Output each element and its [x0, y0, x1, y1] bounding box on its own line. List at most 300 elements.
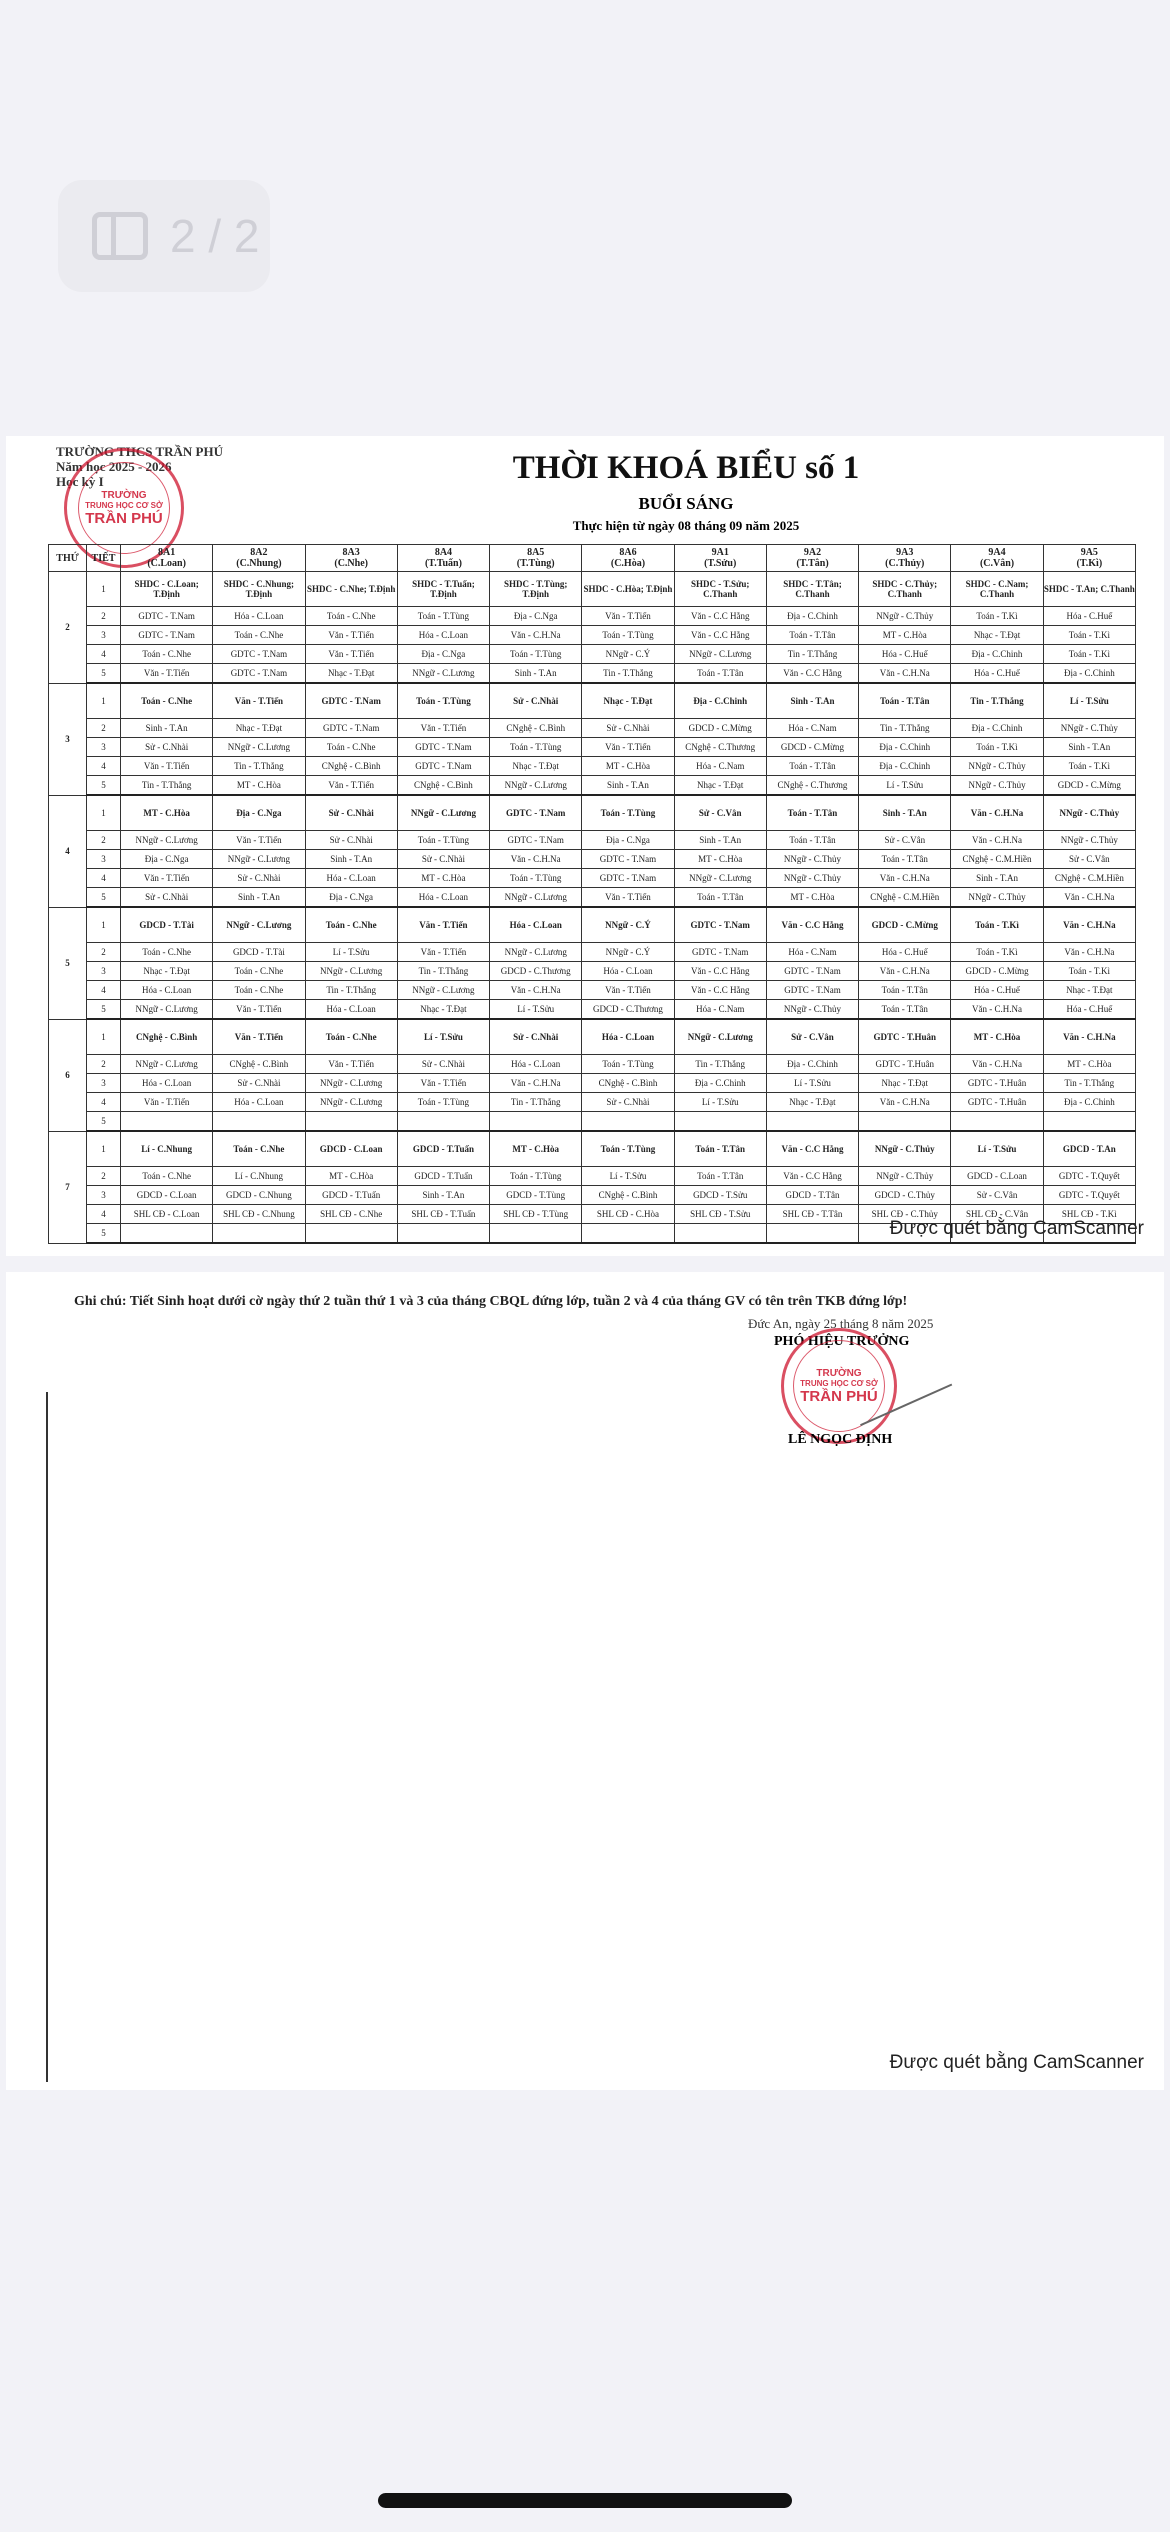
camscanner-footer: Được quét bằng CamScanner	[889, 2052, 1144, 2073]
lesson-cell: Văn - T.Tiến	[305, 776, 397, 796]
lesson-cell: MT - C.Hòa	[674, 850, 766, 869]
day-cell: 5	[49, 907, 87, 1019]
lesson-cell: GDTC - T.Huân	[951, 1074, 1043, 1093]
period-cell: 1	[87, 1131, 121, 1167]
header-class-9a5	[1043, 545, 1135, 572]
class-teacher: (C.Nhung)	[236, 558, 282, 569]
lesson-cell: Toán - C.Nhe	[213, 962, 305, 981]
lesson-cell: Hóa - C.Huế	[859, 645, 951, 664]
lesson-cell: Văn - C.H.Na	[951, 831, 1043, 850]
period-cell: 2	[87, 1167, 121, 1186]
lesson-cell: Toán - T.Tùng	[397, 1093, 489, 1112]
lesson-cell: SHDC - T.Tuấn; T.Định	[397, 572, 489, 607]
lesson-cell: SHL CĐ - C.Nhe	[305, 1205, 397, 1224]
lesson-cell: Địa - C.Nga	[582, 831, 674, 850]
lesson-cell: MT - C.Hòa	[305, 1167, 397, 1186]
lesson-cell: GDTC - T.Huân	[859, 1019, 951, 1055]
lesson-cell: GDCD - C.Thương	[582, 1000, 674, 1020]
lesson-cell: NNgữ - C.Lương	[397, 981, 489, 1000]
header-tiet: TIẾT	[87, 545, 121, 572]
table-row	[49, 869, 1136, 888]
lesson-cell: CNghệ - C.Bình	[213, 1055, 305, 1074]
lesson-cell: GDTC - T.Nam	[582, 850, 674, 869]
period-cell: 1	[87, 907, 121, 943]
lesson-cell: Văn - T.Tiến	[305, 1055, 397, 1074]
lesson-cell: Sử - C.Nhài	[582, 1093, 674, 1112]
lesson-cell: Toán - T.Tùng	[397, 831, 489, 850]
lesson-cell: SHL CĐ - C.Thủy	[859, 1205, 951, 1224]
period-cell: 5	[87, 1224, 121, 1244]
lesson-cell	[859, 1112, 951, 1132]
header-class-8a4	[397, 545, 489, 572]
lesson-cell: Tin - T.Thắng	[859, 719, 951, 738]
lesson-cell: Tin - T.Thắng	[121, 776, 213, 796]
lesson-cell: Sử - C.Nhài	[121, 738, 213, 757]
lesson-cell: Sinh - T.An	[305, 850, 397, 869]
lesson-cell	[121, 1112, 213, 1132]
lesson-cell: SHL CĐ - T.Kì	[1043, 1205, 1135, 1224]
lesson-cell: GDTC - T.Nam	[305, 719, 397, 738]
lesson-cell: NNgữ - C.Thủy	[766, 869, 858, 888]
school-year: Năm học 2025 - 2026	[56, 459, 172, 474]
lesson-cell: NNgữ - C.Lương	[121, 1055, 213, 1074]
class-name: 8A5	[527, 547, 545, 558]
lesson-cell: Hóa - C.Loan	[490, 1055, 582, 1074]
scan-edge-line	[46, 1392, 48, 2082]
lesson-cell	[397, 1112, 489, 1132]
lesson-cell: Sử - C.Vân	[1043, 850, 1135, 869]
lesson-cell: Toán - T.Tùng	[582, 1055, 674, 1074]
document-page-2	[6, 1272, 1164, 2090]
lesson-cell: NNgữ - C.Thủy	[1043, 719, 1135, 738]
lesson-cell: NNgữ - C.Lương	[490, 943, 582, 962]
lesson-cell: SHL CĐ - C.Vân	[951, 1205, 1043, 1224]
stamp-text-name: TRẦN PHÚ	[85, 509, 163, 527]
lesson-cell: Văn - C.C Hằng	[766, 1167, 858, 1186]
lesson-cell: Hóa - C.Loan	[582, 962, 674, 981]
table-row	[49, 1019, 1136, 1055]
page-indicator-text: 2 / 2	[170, 210, 260, 262]
lesson-cell: Văn - T.Tiến	[582, 981, 674, 1000]
lesson-cell: Toán - T.Tân	[766, 757, 858, 776]
lesson-cell: Sinh - T.An	[674, 831, 766, 850]
lesson-cell: Sử - C.Vân	[859, 831, 951, 850]
lesson-cell: NNgữ - C.Lương	[674, 645, 766, 664]
class-teacher: (T.Tân)	[796, 558, 829, 569]
lesson-cell: NNgữ - C.Thủy	[951, 776, 1043, 796]
lesson-cell: GDCD - C.Loan	[305, 1131, 397, 1167]
lesson-cell: NNgữ - C.Lương	[305, 962, 397, 981]
lesson-cell: Hóa - C.Loan	[305, 869, 397, 888]
lesson-cell: Văn - T.Tiến	[213, 1000, 305, 1020]
lesson-cell: Hóa - C.Huế	[951, 664, 1043, 684]
lesson-cell: NNgữ - C.Lương	[305, 1093, 397, 1112]
class-teacher: (T.Tùng)	[516, 558, 555, 569]
class-teacher: (C.Vân)	[979, 558, 1015, 569]
lesson-cell: Hóa - C.Loan	[305, 1000, 397, 1020]
lesson-cell: Tin - T.Thắng	[490, 1093, 582, 1112]
lesson-cell: Văn - C.H.Na	[1043, 907, 1135, 943]
school-name: TRƯỜNG THCS TRẦN PHÚ	[56, 444, 223, 459]
lesson-cell: Toán - T.Tùng	[582, 795, 674, 831]
class-name: 9A4	[988, 547, 1006, 558]
lesson-cell: NNgữ - C.Lương	[674, 869, 766, 888]
period-cell: 4	[87, 1093, 121, 1112]
period-cell: 3	[87, 1186, 121, 1205]
period-cell: 5	[87, 1000, 121, 1020]
lesson-cell: Địa - C.Chinh	[951, 645, 1043, 664]
lesson-cell: Nhạc - T.Đạt	[859, 1074, 951, 1093]
header-class-8a2	[213, 545, 305, 572]
table-row	[49, 572, 1136, 607]
lesson-cell: GDCD - C.Loan	[951, 1167, 1043, 1186]
lesson-cell: SHDC - T.An; C.Thanh	[1043, 572, 1135, 607]
lesson-cell: Văn - C.H.Na	[490, 981, 582, 1000]
lesson-cell: Địa - C.Nga	[490, 607, 582, 626]
class-name: 9A1	[711, 547, 729, 558]
lesson-cell: SHL CĐ - T.Sửu	[674, 1205, 766, 1224]
period-cell: 1	[87, 795, 121, 831]
period-cell: 1	[87, 1019, 121, 1055]
class-teacher: (C.Loan)	[147, 558, 186, 569]
lesson-cell: GDCD - C.Mừng	[674, 719, 766, 738]
lesson-cell: MT - C.Hòa	[397, 869, 489, 888]
lesson-cell: Lí - T.Sửu	[490, 1000, 582, 1020]
lesson-cell: Sử - C.Nhài	[582, 719, 674, 738]
lesson-cell: Văn - C.C Hằng	[674, 962, 766, 981]
note-text: Ghi chú: Tiết Sinh hoạt dưới cờ ngày thứ 2 tuần thứ 1 và 3 của tháng CBQL đứng lớp, tuần 2 và 4 của tháng GV có tên trên TKB đứng lớp!	[74, 1294, 908, 1309]
period-cell: 4	[87, 869, 121, 888]
lesson-cell: GDTC - T.Nam	[213, 645, 305, 664]
lesson-cell: Hóa - C.Nam	[674, 757, 766, 776]
lesson-cell: Văn - C.C Hằng	[766, 664, 858, 684]
stamp-text-top: TRƯỜNG	[101, 489, 147, 501]
lesson-cell: GDTC - T.Huân	[859, 1055, 951, 1074]
lesson-cell: Văn - C.H.Na	[951, 1000, 1043, 1020]
lesson-cell: NNgữ - C.Ý	[582, 907, 674, 943]
table-row	[49, 831, 1136, 850]
lesson-cell: GDTC - T.Quyết	[1043, 1186, 1135, 1205]
lesson-cell: Văn - C.H.Na	[490, 850, 582, 869]
lesson-cell: SHDC - C.Nam; C.Thanh	[951, 572, 1043, 607]
lesson-cell: Toán - T.Kì	[1043, 645, 1135, 664]
stamp-text-name: TRẦN PHÚ	[800, 1387, 878, 1405]
lesson-cell: NNgữ - C.Thủy	[1043, 831, 1135, 850]
period-cell: 5	[87, 776, 121, 796]
lesson-cell: Văn - T.Tiến	[213, 683, 305, 719]
table-row	[49, 1074, 1136, 1093]
lesson-cell: NNgữ - C.Lương	[213, 907, 305, 943]
class-name: 8A3	[342, 547, 360, 558]
lesson-cell	[582, 1224, 674, 1244]
lesson-cell: Hóa - C.Nam	[766, 719, 858, 738]
lesson-cell: NNgữ - C.Lương	[490, 776, 582, 796]
lesson-cell	[766, 1112, 858, 1132]
lesson-cell: GDCD - T.Sửu	[674, 1186, 766, 1205]
period-cell: 4	[87, 981, 121, 1000]
period-cell: 4	[87, 645, 121, 664]
table-row	[49, 664, 1136, 684]
lesson-cell: Toán - C.Nhe	[305, 738, 397, 757]
signer-name: LÊ NGỌC ĐỊNH	[788, 1432, 893, 1447]
lesson-cell: GDTC - T.Nam	[490, 831, 582, 850]
lesson-cell: Lí - C.Nhung	[121, 1131, 213, 1167]
lesson-cell: Nhạc - T.Đạt	[766, 1093, 858, 1112]
table-row	[49, 962, 1136, 981]
lesson-cell: Toán - C.Nhe	[121, 1167, 213, 1186]
table-row	[49, 1131, 1136, 1167]
lesson-cell: Hóa - C.Loan	[213, 1093, 305, 1112]
period-cell: 3	[87, 962, 121, 981]
lesson-cell	[490, 1112, 582, 1132]
lesson-cell: Sinh - T.An	[766, 683, 858, 719]
lesson-cell: Hóa - C.Huế	[1043, 1000, 1135, 1020]
session-label: BUỔI SÁNG	[638, 494, 734, 513]
lesson-cell: Toán - T.Tùng	[490, 645, 582, 664]
lesson-cell: Sinh - T.An	[121, 719, 213, 738]
lesson-cell: Văn - C.C Hằng	[674, 607, 766, 626]
lesson-cell: Văn - C.C Hằng	[766, 1131, 858, 1167]
lesson-cell: Hóa - C.Huế	[1043, 607, 1135, 626]
lesson-cell	[674, 1224, 766, 1244]
lesson-cell: Địa - C.Chinh	[674, 683, 766, 719]
lesson-cell: Lí - T.Sửu	[766, 1074, 858, 1093]
class-teacher: (T.Tuấn)	[424, 558, 462, 569]
lesson-cell: Toán - T.Tân	[766, 795, 858, 831]
lesson-cell: CNghệ - C.Bình	[397, 776, 489, 796]
lesson-cell: Sinh - T.An	[213, 888, 305, 908]
lesson-cell: Lí - T.Sửu	[951, 1131, 1043, 1167]
stamp-text-top: TRƯỜNG	[816, 1367, 862, 1379]
lesson-cell: GDTC - T.Nam	[490, 795, 582, 831]
lesson-cell: GDCD - C.Mừng	[1043, 776, 1135, 796]
lesson-cell: NNgữ - C.Lương	[397, 795, 489, 831]
lesson-cell	[397, 1224, 489, 1244]
lesson-cell: Toán - C.Nhe	[213, 626, 305, 645]
lesson-cell: Địa - C.Chinh	[674, 1074, 766, 1093]
lesson-cell: Lí - T.Sửu	[397, 1019, 489, 1055]
lesson-cell	[305, 1112, 397, 1132]
lesson-cell: GDCD - C.Mừng	[766, 738, 858, 757]
stamp-text-mid: TRUNG HỌC CƠ SỞ	[85, 500, 163, 510]
table-row	[49, 683, 1136, 719]
lesson-cell: GDTC - T.Nam	[121, 607, 213, 626]
semester: Học kỳ I	[56, 474, 104, 489]
lesson-cell: Sinh - T.An	[582, 776, 674, 796]
lesson-cell: MT - C.Hòa	[859, 626, 951, 645]
lesson-cell: Hóa - C.Loan	[490, 907, 582, 943]
lesson-cell: GDCD - C.Mừng	[859, 907, 951, 943]
lesson-cell: Hóa - C.Loan	[582, 1019, 674, 1055]
lesson-cell	[490, 1224, 582, 1244]
lesson-cell: Văn - T.Tiến	[121, 664, 213, 684]
lesson-cell: Nhạc - T.Đạt	[121, 962, 213, 981]
lesson-cell: Địa - C.Chinh	[766, 607, 858, 626]
lesson-cell: Lí - T.Sửu	[859, 776, 951, 796]
lesson-cell: Nhạc - T.Đạt	[397, 1000, 489, 1020]
lesson-cell: Hóa - C.Loan	[397, 888, 489, 908]
lesson-cell: Nhạc - T.Đạt	[582, 683, 674, 719]
lesson-cell: Toán - T.Tùng	[490, 869, 582, 888]
class-name: 8A1	[158, 547, 176, 558]
table-row	[49, 1000, 1136, 1020]
header-class-8a1	[121, 545, 213, 572]
lesson-cell: Tin - T.Thắng	[397, 962, 489, 981]
lesson-cell: NNgữ - C.Thủy	[1043, 795, 1135, 831]
header-thu: THỨ	[49, 545, 87, 572]
lesson-cell: Toán - T.Tân	[859, 683, 951, 719]
lesson-cell: Hóa - C.Huế	[951, 981, 1043, 1000]
lesson-cell: Tin - T.Thắng	[582, 664, 674, 684]
lesson-cell: Sử - C.Vân	[766, 1019, 858, 1055]
lesson-cell: Văn - T.Tiến	[397, 907, 489, 943]
lesson-cell: NNgữ - C.Thủy	[951, 888, 1043, 908]
lesson-cell: Địa - C.Nga	[121, 850, 213, 869]
lesson-cell: Toán - T.Tân	[859, 1000, 951, 1020]
lesson-cell	[213, 1224, 305, 1244]
lesson-cell: GDCD - C.Mừng	[951, 962, 1043, 981]
lesson-cell: GDTC - T.Nam	[397, 757, 489, 776]
lesson-cell: GDTC - T.Nam	[674, 943, 766, 962]
lesson-cell: Nhạc - T.Đạt	[1043, 981, 1135, 1000]
lesson-cell: CNghệ - C.Bình	[305, 757, 397, 776]
lesson-cell: Sinh - T.An	[397, 1186, 489, 1205]
lesson-cell: MT - C.Hòa	[121, 795, 213, 831]
lesson-cell: NNgữ - C.Lương	[305, 1074, 397, 1093]
lesson-cell: Hóa - C.Loan	[121, 1074, 213, 1093]
period-cell: 1	[87, 683, 121, 719]
lesson-cell: Sinh - T.An	[951, 869, 1043, 888]
lesson-cell: Hóa - C.Nam	[766, 943, 858, 962]
lesson-cell: Tin - T.Thắng	[766, 645, 858, 664]
lesson-cell: Văn - T.Tiến	[305, 626, 397, 645]
lesson-cell: Nhạc - T.Đạt	[674, 776, 766, 796]
lesson-cell: NNgữ - C.Thủy	[859, 1167, 951, 1186]
lesson-cell	[674, 1112, 766, 1132]
lesson-cell: Sử - C.Nhài	[121, 888, 213, 908]
day-cell: 7	[49, 1131, 87, 1243]
class-teacher: (C.Nhe)	[334, 558, 368, 569]
header-class-9a4	[951, 545, 1043, 572]
lesson-cell: Văn - C.H.Na	[951, 1055, 1043, 1074]
period-cell: 5	[87, 1112, 121, 1132]
lesson-cell: Văn - T.Tiến	[121, 1093, 213, 1112]
lesson-cell: Hóa - C.Nam	[674, 1000, 766, 1020]
lesson-cell: NNgữ - C.Ý	[582, 943, 674, 962]
lesson-cell: GDCD - T.Tài	[121, 907, 213, 943]
period-cell: 4	[87, 757, 121, 776]
lesson-cell: Hóa - C.Huế	[859, 943, 951, 962]
lesson-cell: Địa - C.Chinh	[859, 738, 951, 757]
lesson-cell: Toán - T.Kì	[951, 738, 1043, 757]
lesson-cell: Địa - C.Nga	[397, 645, 489, 664]
lesson-cell: Toán - T.Kì	[951, 943, 1043, 962]
lesson-cell: MT - C.Hòa	[951, 1019, 1043, 1055]
lesson-cell: Toán - T.Kì	[951, 607, 1043, 626]
class-name: 8A2	[250, 547, 268, 558]
lesson-cell: Toán - T.Tân	[674, 1167, 766, 1186]
period-cell: 2	[87, 943, 121, 962]
lesson-cell: GDTC - T.Nam	[397, 738, 489, 757]
table-row	[49, 1093, 1136, 1112]
lesson-cell: CNghệ - C.Bình	[582, 1186, 674, 1205]
header-class-8a3	[305, 545, 397, 572]
lesson-cell: SHL CĐ - C.Loan	[121, 1205, 213, 1224]
lesson-cell: Văn - C.C Hằng	[766, 907, 858, 943]
lesson-cell: Toán - T.Tùng	[582, 1131, 674, 1167]
sidebar-icon	[92, 212, 148, 260]
lesson-cell: Văn - C.H.Na	[859, 1093, 951, 1112]
lesson-cell: GDTC - T.Nam	[305, 683, 397, 719]
class-name: 9A2	[803, 547, 822, 558]
signer-role: PHÓ HIỆU TRƯỞNG	[774, 1334, 910, 1349]
lesson-cell	[951, 1112, 1043, 1132]
lesson-cell: Hóa - C.Loan	[397, 626, 489, 645]
lesson-cell: Nhạc - T.Đạt	[951, 626, 1043, 645]
table-row	[49, 1112, 1136, 1132]
table-row	[49, 738, 1136, 757]
lesson-cell: CNghệ - C.Thương	[766, 776, 858, 796]
lesson-cell: Văn - C.H.Na	[490, 1074, 582, 1093]
period-cell: 2	[87, 831, 121, 850]
lesson-cell: Văn - T.Tiến	[582, 888, 674, 908]
lesson-cell: SHL CĐ - T.Tân	[766, 1205, 858, 1224]
lesson-cell: MT - C.Hòa	[490, 1131, 582, 1167]
lesson-cell: Địa - C.Chinh	[1043, 1093, 1135, 1112]
effective-date: Thực hiện từ ngày 08 tháng 09 năm 2025	[572, 518, 800, 533]
lesson-cell: Địa - C.Nga	[305, 888, 397, 908]
table-row	[49, 626, 1136, 645]
lesson-cell: Toán - T.Tân	[674, 888, 766, 908]
lesson-cell: CNghệ - C.Bình	[490, 719, 582, 738]
lesson-cell: Toán - C.Nhe	[121, 943, 213, 962]
lesson-cell: CNghệ - C.Thương	[674, 738, 766, 757]
lesson-cell: CNghệ - C.Bình	[121, 1019, 213, 1055]
lesson-cell: Sử - C.Nhài	[490, 1019, 582, 1055]
lesson-cell: Lí - T.Sửu	[674, 1093, 766, 1112]
lesson-cell: Lí - T.Sửu	[582, 1167, 674, 1186]
lesson-cell: Địa - C.Chinh	[1043, 664, 1135, 684]
header-class-8a6	[582, 545, 674, 572]
lesson-cell: Toán - C.Nhe	[121, 645, 213, 664]
home-indicator[interactable]	[378, 2493, 792, 2508]
sign-date: Đức An, ngày 25 tháng 8 năm 2025	[748, 1316, 934, 1331]
period-cell: 3	[87, 1074, 121, 1093]
period-cell: 4	[87, 1205, 121, 1224]
lesson-cell: Toán - T.Tân	[674, 664, 766, 684]
day-cell: 4	[49, 795, 87, 907]
lesson-cell: SHDC - C.Thủy; C.Thanh	[859, 572, 951, 607]
lesson-cell: GDTC - T.Nam	[766, 962, 858, 981]
lesson-cell: NNgữ - C.Lương	[213, 738, 305, 757]
lesson-cell: NNgữ - C.Thủy	[766, 850, 858, 869]
table-row	[49, 981, 1136, 1000]
lesson-cell: Toán - T.Kì	[951, 907, 1043, 943]
lesson-cell: Toán - T.Tùng	[490, 1167, 582, 1186]
table-row	[49, 1055, 1136, 1074]
period-cell: 2	[87, 719, 121, 738]
table-row	[49, 1167, 1136, 1186]
table-row	[49, 719, 1136, 738]
lesson-cell: NNgữ - C.Thủy	[766, 1000, 858, 1020]
class-teacher: (C.Hòa)	[610, 558, 646, 569]
table-row	[49, 776, 1136, 796]
lesson-cell: Toán - T.Tùng	[490, 738, 582, 757]
lesson-cell: SHDC - C.Nhung; T.Định	[213, 572, 305, 607]
lesson-cell: MT - C.Hòa	[766, 888, 858, 908]
lesson-cell: Văn - C.H.Na	[859, 664, 951, 684]
lesson-cell: SHDC - C.Hòa; T.Định	[582, 572, 674, 607]
